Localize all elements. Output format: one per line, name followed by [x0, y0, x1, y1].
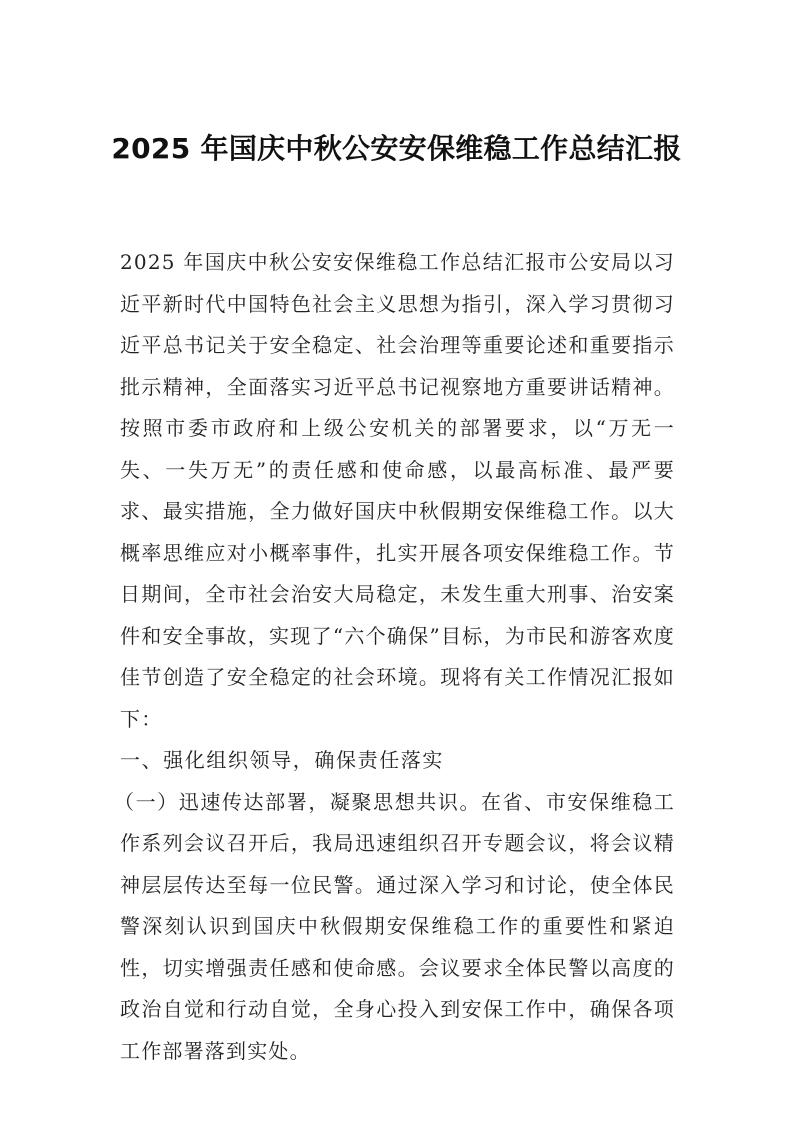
section-heading: 一、强化组织领导，确保责任落实 [120, 748, 444, 772]
document-title: 2025 年国庆中秋公安安保维稳工作总结汇报 [111, 132, 682, 165]
subsection-paragraph: （一）迅速传达部署，凝聚思想共识。在省、市安保维稳工作系列会议召开后，我局迅速组织召开专题会议，将会议精神层层传达至每一位民警。通过深入学习和讨论，使全体民警深刻认识到国庆中秋假期安保维稳工作的重要性和紧迫性，切实增强责任感和使命感。会议要求全体民警以高度的政治自觉和行动自觉，全身心投入到安保工作中，确保各项工作部署落到实处。 [114, 789, 675, 1063]
intro-paragraph: 2025 年国庆中秋公安安保维稳工作总结汇报市公安局以习近平新时代中国特色社会主义思想为指引，深入学习贯彻习近平总书记关于安全稳定、社会治理等重要论述和重要指示批示精神，全面落实习近平总书记视察地方重要讲话精神。按照市委市政府和上级公安机关的部署要求，以“万无一失、一失万无”的责任感和使命感，以最高标准、最严要求、最实措施，全力做好国庆中秋假期安保维稳工作。以大概率思维应对小概率事件，扎实开展各项安保维稳工作。节日期间，全市社会治安大局稳定，未发生重大刑事、治安案件和安全事故，实现了“六个确保”目标，为市民和游客欢度佳节创造了安全稳定的社会环境。现将有关工作情况汇报如下： [120, 250, 675, 731]
document-body [114, 242, 675, 1072]
